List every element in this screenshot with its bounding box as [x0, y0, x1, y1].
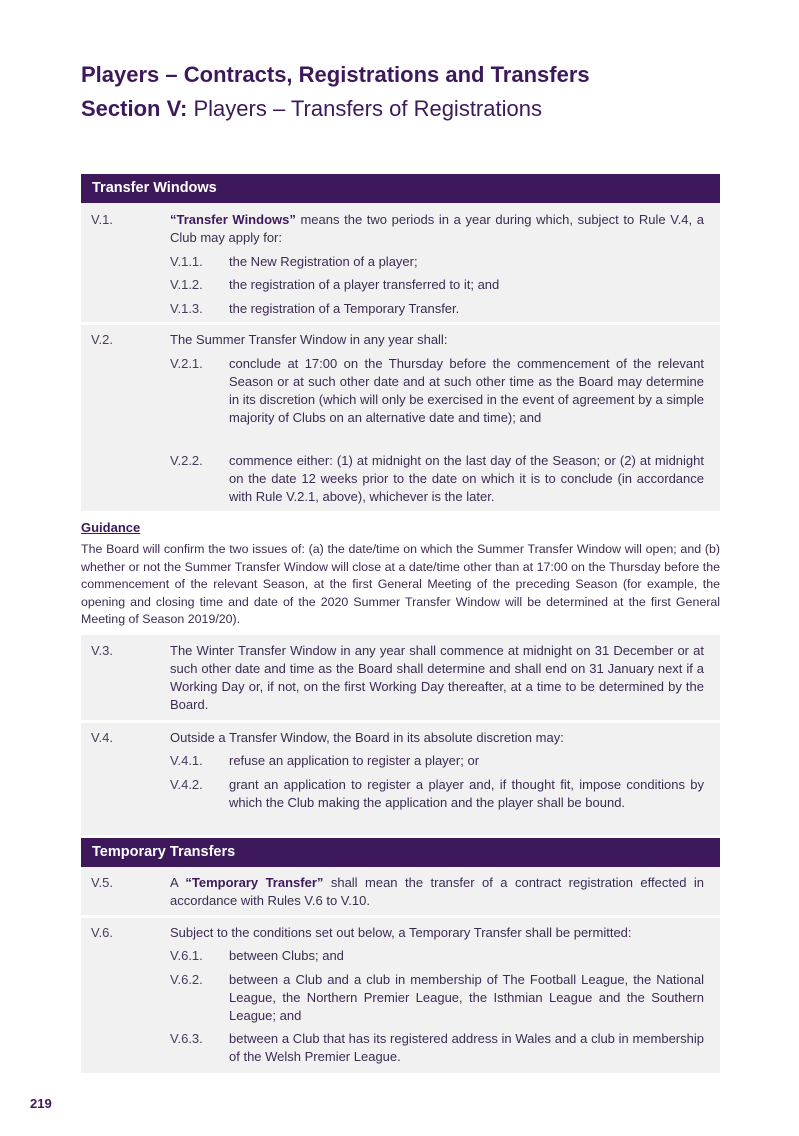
rule-number: V.5. — [91, 875, 113, 890]
subrule-text: between Clubs; and — [229, 948, 344, 963]
rule-text — [170, 211, 704, 247]
rule-text: The Summer Transfer Window in any year shall: — [170, 332, 448, 347]
rule-text: Subject to the conditions set out below, a Temporary Transfer shall be permitted: — [170, 925, 632, 940]
subrule-text: refuse an application to register a player; or — [229, 753, 480, 768]
subrule-number: V.4.1. — [170, 753, 203, 768]
section-title — [81, 96, 542, 122]
subrule-text: between a Club and a club in membership of The Football League, the National League, the Northern Premier League, the Isthmian League and the Southern League; and — [229, 972, 704, 1023]
section-label: Section V: — [81, 96, 188, 121]
rule-number: V.3. — [91, 643, 113, 658]
rule-v5-box — [81, 867, 720, 915]
subrule-text: conclude at 17:00 on the Thursday before the commencement of the relevant Season or at such other date and at such other time as the Board may determine in its discretion (which will only be exercised in the event of agreement by a simple majority of Clubs on an alternative date and time); and — [229, 356, 704, 425]
guidance-title: Guidance — [81, 520, 141, 535]
rule-v3-box — [81, 635, 720, 720]
rule-text: Outside a Transfer Window, the Board in its absolute discretion may: — [170, 730, 564, 745]
section-title-text: Players – Transfers of Registrations — [193, 96, 542, 121]
subrule-number: V.2.1. — [170, 356, 203, 371]
subrule-number: V.1.1. — [170, 254, 203, 269]
subrule-number: V.6.3. — [170, 1031, 203, 1046]
rule-text: The Winter Transfer Window in any year shall commence at midnight on 31 December or at such other date and time as the Board shall determine and shall end on 31 January next if a Working Day or, if not, on the first Working Day thereafter, at a time to be determined by the Board. — [170, 643, 704, 712]
rule-v4-box — [81, 723, 720, 835]
document-title: Players – Contracts, Registrations and Transfers — [81, 62, 590, 87]
rule-v2-box — [81, 325, 720, 511]
subrule-number: V.6.1. — [170, 948, 203, 963]
subrule-number: V.1.2. — [170, 277, 203, 292]
guidance-text: The Board will confirm the two issues of: (a) the date/time on which the Summer Transfer Window will open; and (b) whether or not the Summer Transfer Window will close at a date/time other than at 17:00 on the Thursday before the commencement of the relevant Season, at the first General Meeting of the preceding Season (for example, the opening and closing time and date of the 2020 Summer Transfer Window will be determined at the first General Meeting of Season 2019/20). — [81, 542, 720, 627]
subrule-text: commence either: (1) at midnight on the last day of the Season; or (2) at midnight on the date 12 weeks prior to the date on which it is to conclude (in accordance with Rule V.2.1, above), whichever is the later. — [229, 453, 704, 504]
rule-number: V.2. — [91, 332, 113, 347]
subrule-text: the registration of a player transferred to it; and — [229, 277, 500, 292]
defined-term: “Transfer Windows” — [170, 212, 296, 227]
subrule-text: the registration of a Temporary Transfer. — [229, 301, 460, 316]
subrule-text: between a Club that has its registered address in Wales and a club in membership of the Welsh Premier League. — [229, 1031, 704, 1064]
subrule-number: V.2.2. — [170, 453, 203, 468]
rule-text — [170, 874, 704, 910]
section-header-transfer-windows: Transfer Windows — [81, 174, 720, 203]
rule-number: V.6. — [91, 925, 113, 940]
rule-v1-box — [81, 203, 720, 322]
rule-text-body: shall mean the transfer of a contract registration effected in accordance with Rules V.6 to V.10. — [170, 875, 705, 908]
rule-text-body: means the two periods in a year during which, subject to Rule V.4, a Club may apply for: — [170, 212, 704, 245]
rule-text-prefix: A — [170, 875, 186, 890]
subrule-text: grant an application to register a player and, if thought fit, impose conditions by which the Club making the application and the player shall be bound. — [229, 777, 704, 810]
subrule-number: V.6.2. — [170, 972, 203, 987]
page-number: 219 — [30, 1096, 52, 1111]
section-header-temporary-transfers: Temporary Transfers — [81, 838, 720, 867]
rule-v6-box — [81, 918, 720, 1073]
rule-number: V.4. — [91, 730, 113, 745]
subrule-number: V.4.2. — [170, 777, 203, 792]
defined-term: “Temporary Transfer” — [185, 875, 324, 890]
subrule-text: the New Registration of a player; — [229, 254, 418, 269]
rule-number: V.1. — [91, 212, 113, 227]
subrule-number: V.1.3. — [170, 301, 203, 316]
